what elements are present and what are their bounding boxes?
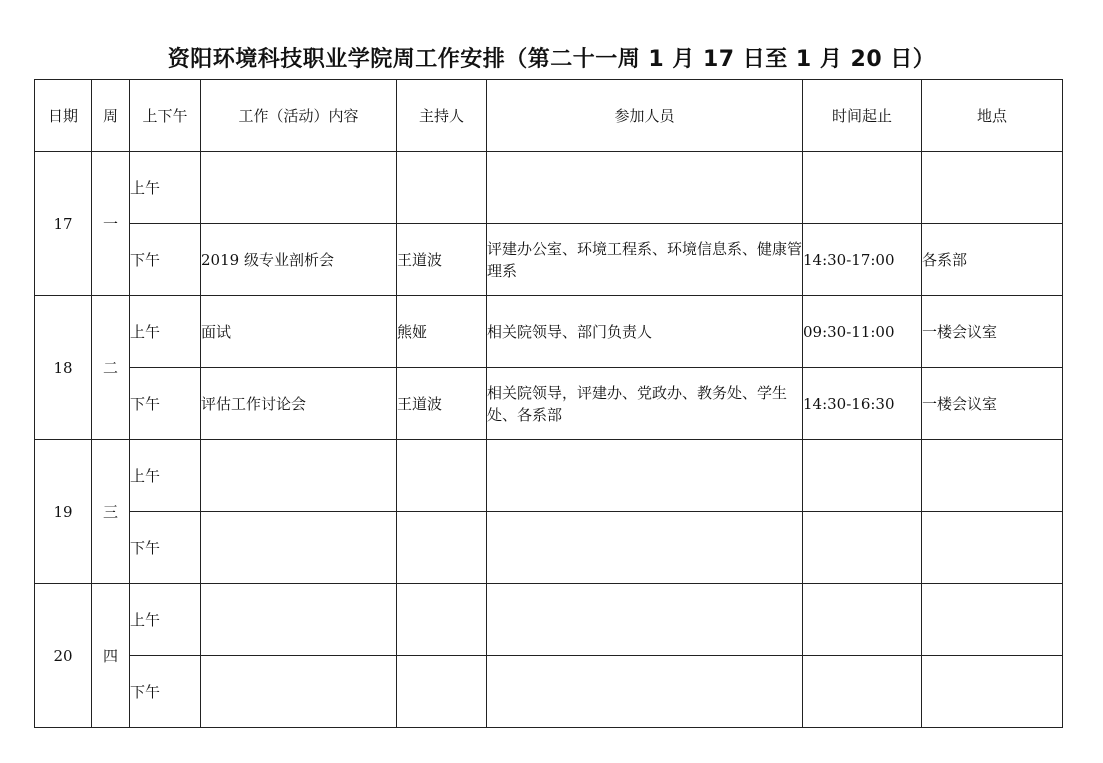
- host-cell: [397, 440, 487, 512]
- participants-cell: 相关院领导、部门负责人: [487, 296, 803, 368]
- content-cell: 评估工作讨论会: [201, 368, 397, 440]
- host-cell: [397, 656, 487, 728]
- location-cell: 一楼会议室: [922, 296, 1063, 368]
- header-participants: 参加人员: [487, 80, 803, 152]
- content-cell: [201, 584, 397, 656]
- date-cell: 19: [35, 440, 92, 584]
- schedule-table: [34, 79, 1063, 728]
- participants-cell: [487, 512, 803, 584]
- period-cell: 上午: [130, 440, 201, 512]
- location-cell: [922, 440, 1063, 512]
- header-host: 主持人: [397, 80, 487, 152]
- period-cell: 下午: [130, 368, 201, 440]
- date-cell: 17: [35, 152, 92, 296]
- weekday-cell: 一: [92, 152, 130, 296]
- participants-cell: [487, 656, 803, 728]
- content-cell: [201, 440, 397, 512]
- location-cell: 各系部: [922, 224, 1063, 296]
- time-cell: [803, 152, 922, 224]
- page-title: 资阳环境科技职业学院周工作安排（第二十一周 1 月 17 日至 1 月 20 日）: [167, 47, 936, 72]
- participants-cell: 评建办公室、环境工程系、环境信息系、健康管理系: [487, 224, 803, 296]
- location-cell: 一楼会议室: [922, 368, 1063, 440]
- participants-cell: 相关院领导，评建办、党政办、教务处、学生处、各系部: [487, 368, 803, 440]
- table-row: [35, 152, 1063, 224]
- table-row: [35, 296, 1063, 368]
- table-row: [35, 656, 1063, 728]
- host-cell: 王道波: [397, 368, 487, 440]
- participants-cell: [487, 152, 803, 224]
- period-cell: 下午: [130, 512, 201, 584]
- period-cell: 上午: [130, 152, 201, 224]
- header-content: 工作（活动）内容: [201, 80, 397, 152]
- location-cell: [922, 656, 1063, 728]
- weekday-cell: 二: [92, 296, 130, 440]
- table-row: [35, 584, 1063, 656]
- host-cell: 熊娅: [397, 296, 487, 368]
- time-cell: [803, 656, 922, 728]
- participants-cell: [487, 584, 803, 656]
- weekday-cell: 四: [92, 584, 130, 728]
- location-cell: [922, 152, 1063, 224]
- table-row: [35, 368, 1063, 440]
- host-cell: 王道波: [397, 224, 487, 296]
- period-cell: 上午: [130, 584, 201, 656]
- table-row: [35, 224, 1063, 296]
- content-cell: [201, 512, 397, 584]
- header-location: 地点: [922, 80, 1063, 152]
- content-cell: 2019 级专业剖析会: [201, 224, 397, 296]
- header-row: [35, 80, 1063, 152]
- time-cell: [803, 512, 922, 584]
- header-date: 日期: [35, 80, 92, 152]
- time-cell: 14:30-17:00: [803, 224, 922, 296]
- date-cell: 20: [35, 584, 92, 728]
- location-cell: [922, 512, 1063, 584]
- weekday-cell: 三: [92, 440, 130, 584]
- location-cell: [922, 584, 1063, 656]
- date-cell: 18: [35, 296, 92, 440]
- header-time: 时间起止: [803, 80, 922, 152]
- time-cell: 09:30-11:00: [803, 296, 922, 368]
- time-cell: [803, 584, 922, 656]
- period-cell: 下午: [130, 656, 201, 728]
- period-cell: 下午: [130, 224, 201, 296]
- content-cell: 面试: [201, 296, 397, 368]
- host-cell: [397, 584, 487, 656]
- participants-cell: [487, 440, 803, 512]
- table-row: [35, 512, 1063, 584]
- content-cell: [201, 152, 397, 224]
- content-cell: [201, 656, 397, 728]
- header-period: 上下午: [130, 80, 201, 152]
- header-week: 周: [92, 80, 130, 152]
- time-cell: 14:30-16:30: [803, 368, 922, 440]
- period-cell: 上午: [130, 296, 201, 368]
- host-cell: [397, 512, 487, 584]
- time-cell: [803, 440, 922, 512]
- table-row: [35, 440, 1063, 512]
- host-cell: [397, 152, 487, 224]
